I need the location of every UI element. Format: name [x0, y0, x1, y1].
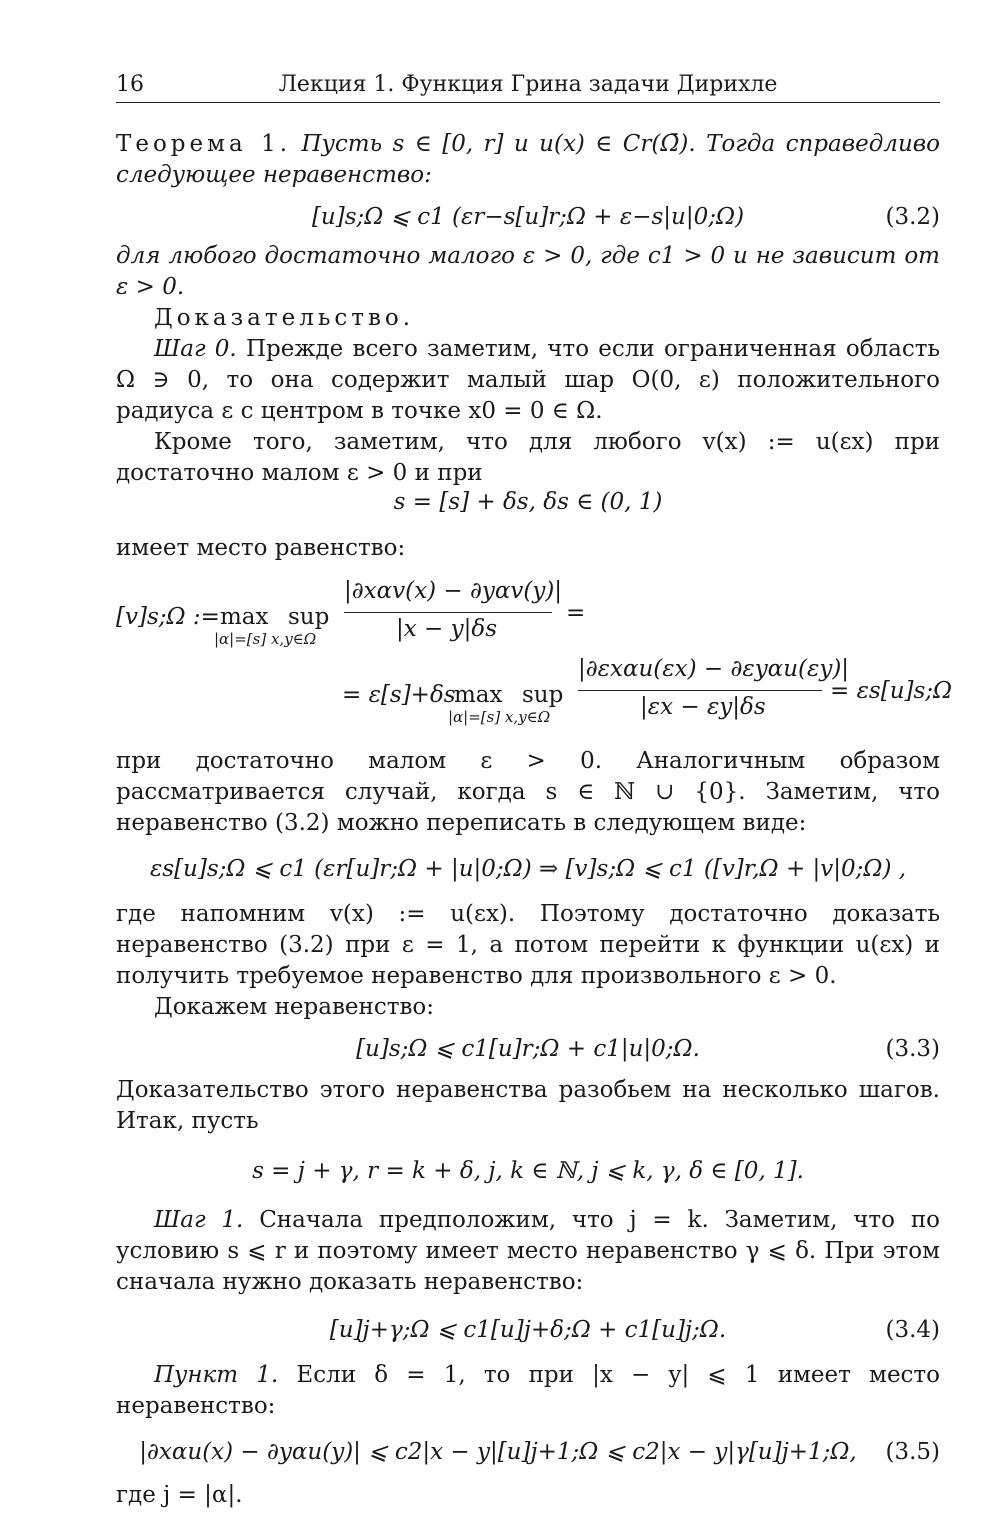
holder-lhs: [v]s;Ω := — [116, 604, 220, 630]
running-title: Лекция 1. Функция Грина задачи Дирихле — [278, 72, 778, 97]
fraction-1-numerator: |∂xαv(x) − ∂yαv(y)| — [344, 578, 563, 604]
equation-s-decomposition — [116, 485, 940, 519]
scaling-factor: = ε[s]+δs — [342, 682, 456, 708]
page-number: 16 — [116, 72, 144, 97]
holder-rhs: = εs[u]s;Ω — [830, 678, 953, 704]
equation-3-4-number: (3.4) — [885, 1317, 940, 1343]
equation-s-body: s = [s] + δs, δs ∈ (0, 1) — [393, 489, 663, 515]
paragraph-recall: где напомним v(x) := u(εx). Поэтому достаточно доказать неравенство (3.2) при ε = 1, а потом перейти к функции u(εx) и получить требуемое неравенство для произвольного ε > 0. — [116, 901, 940, 989]
point-1-text: Если δ = 1, то при |x − y| ⩽ 1 имеет место неравенство: — [116, 1362, 941, 1419]
equation-3-2 — [116, 197, 940, 237]
equation-3-3-number: (3.3) — [885, 1036, 940, 1062]
equation-3-2-number: (3.2) — [885, 204, 940, 230]
equation-3-3 — [116, 1029, 940, 1069]
paragraph-equality: имеет место равенство: — [116, 535, 406, 561]
paragraph-prove: Докажем неравенство: — [154, 994, 435, 1020]
paragraph-steps: Доказательство этого неравенства разобьем на несколько шагов. Итак, пусть — [116, 1077, 940, 1134]
running-header — [116, 70, 940, 103]
operator-subscript-2: |α|=[s] x,y∈Ω — [448, 708, 551, 726]
equation-rewrite — [116, 849, 940, 889]
equation-3-2-body: [u]s;Ω ⩽ c1 (εr−s[u]r;Ω + ε−s|u|0;Ω) — [311, 204, 745, 230]
theorem-text: Пусть s ∈ [0, r] и u(x) ∈ Cr(Ω̄). Тогда справедливо следующее неравенство: — [116, 131, 940, 188]
equation-3-3-body: [u]s;Ω ⩽ c1[u]r;Ω + c1|u|0;Ω. — [356, 1036, 700, 1062]
equation-let-body: s = j + γ, r = k + δ, j, k ∈ ℕ, j ⩽ k, γ, δ ∈ [0, 1]. — [252, 1158, 804, 1184]
page — [116, 70, 953, 1511]
theorem-label: Теорема 1. — [116, 131, 292, 157]
step-0-paragraph — [116, 334, 940, 427]
theorem-statement — [116, 129, 940, 191]
sup-operator: sup — [288, 604, 330, 630]
sup-operator-2: sup — [522, 682, 564, 708]
equation-holder-norm — [116, 576, 953, 744]
equation-3-5 — [116, 1432, 940, 1472]
step-1-paragraph — [116, 1205, 940, 1298]
equals-1: = — [566, 600, 586, 626]
equation-let — [116, 1151, 940, 1191]
step-0-text: Прежде всего заметим, что если ограниченная область Ω ∋ 0, то она содержит малый шар O(0, ε) положительного радиуса ε с центром в точке x0 = 0 ∈ Ω. — [116, 336, 940, 424]
step-0-label: Шаг 0. — [154, 336, 237, 362]
operator-subscript-1: |α|=[s] x,y∈Ω — [214, 630, 317, 648]
max-operator: max — [220, 604, 269, 630]
point-1-paragraph — [116, 1360, 940, 1422]
equation-3-5-body: |∂xαu(x) − ∂yαu(y)| ⩽ c2|x − y|[u]j+1;Ω ⩽ c2|x − y|γ[u]j+1;Ω, — [139, 1439, 857, 1465]
fraction-2-denominator: |εx − εy|δs — [640, 694, 766, 720]
fraction-2-bar — [578, 690, 822, 691]
paragraph-moreover: Кроме того, заметим, что для любого v(x) := u(εx) при достаточно малом ε > 0 и при — [116, 429, 940, 486]
point-1-label: Пункт 1. — [154, 1362, 279, 1388]
equation-3-5-number: (3.5) — [885, 1439, 940, 1465]
paragraph-small-epsilon: при достаточно малом ε > 0. Аналогичным образом рассматривается случай, когда s ∈ ℕ ∪ {0}. Заметим, что неравенство (3.2) можно переписать в следующем виде: — [116, 748, 940, 836]
proof-label: Доказательство. — [154, 305, 415, 331]
fraction-1-denominator: |x − y|δs — [396, 616, 498, 642]
paragraph-where: где j = |α|. — [116, 1482, 243, 1508]
step-1-label: Шаг 1. — [154, 1207, 244, 1233]
step-1-text: Сначала предположим, что j = k. Заметим, что по условию s ⩽ r и поэтому имеет место неравенство γ ⩽ δ. При этом сначала нужно доказать неравенство: — [116, 1207, 941, 1295]
equation-3-4 — [116, 1310, 940, 1350]
theorem-conclusion: для любого достаточно малого ε > 0, где c1 > 0 и не зависит от ε > 0. — [116, 243, 940, 300]
fraction-1-bar — [344, 612, 552, 613]
equation-3-4-body: [u]j+γ;Ω ⩽ c1[u]j+δ;Ω + c1[u]j;Ω. — [329, 1317, 727, 1343]
equation-rewrite-body: εs[u]s;Ω ⩽ c1 (εr[u]r;Ω + |u|0;Ω) ⇒ [v]s;Ω ⩽ c1 ([v]r,Ω + |v|0;Ω) , — [149, 856, 907, 882]
fraction-2-numerator: |∂εxαu(εx) − ∂εyαu(εy)| — [578, 656, 850, 682]
max-operator-2: max — [454, 682, 503, 708]
